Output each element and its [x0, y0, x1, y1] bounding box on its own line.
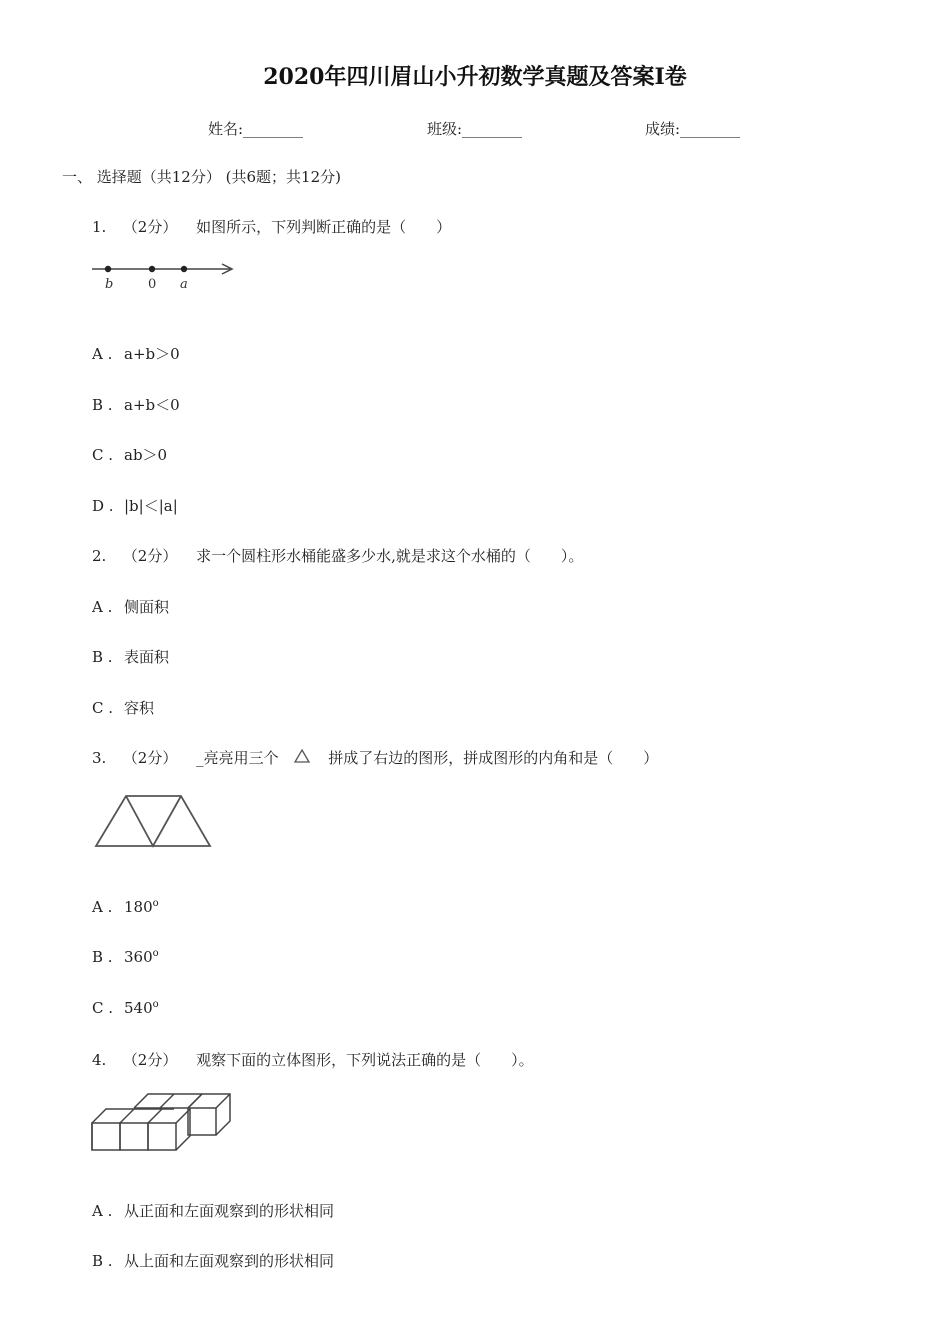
question-text-after: 拼成了右边的图形，拼成图形的内角和是（ ）: [328, 749, 659, 767]
option-a[interactable]: [92, 596, 169, 617]
option-text: 容积: [124, 699, 155, 717]
option-value: 180: [124, 898, 153, 916]
option-letter: C .: [92, 446, 114, 464]
option-value: 360: [124, 948, 153, 966]
name-field: 姓名:________: [208, 120, 304, 138]
option-b[interactable]: [92, 394, 180, 415]
point-a: [181, 266, 187, 272]
option-d[interactable]: [92, 495, 178, 516]
front-cube-1: [92, 1123, 120, 1150]
option-c[interactable]: [92, 999, 159, 1017]
question-4: [92, 1049, 534, 1070]
cube-stack-figure: [90, 1092, 236, 1154]
degree-mark: o: [152, 898, 159, 909]
question-number: 2.: [92, 547, 107, 565]
question-2: [92, 545, 583, 566]
point-zero: [149, 266, 155, 272]
degree-mark: o: [152, 999, 159, 1010]
option-text: a+b＜0: [124, 396, 180, 414]
option-letter: B .: [92, 648, 113, 666]
option-letter: B .: [92, 948, 113, 966]
question-points: （2分）: [122, 749, 178, 767]
option-b[interactable]: [92, 948, 159, 966]
option-letter: C .: [92, 699, 114, 717]
option-b[interactable]: [92, 1250, 334, 1271]
question-text-before: _亮亮用三个: [196, 749, 279, 767]
option-letter: B .: [92, 396, 113, 414]
option-text: 表面积: [124, 648, 170, 666]
question-points: （2分）: [122, 1051, 178, 1069]
question-text: 求一个圆柱形水桶能盛多少水,就是求这个水桶的（ ）。: [196, 547, 584, 565]
label-b: b: [105, 277, 114, 292]
front-cube-3: [148, 1123, 176, 1150]
question-number: 1.: [92, 218, 107, 236]
option-a[interactable]: [92, 343, 180, 364]
option-letter: A .: [92, 1202, 113, 1220]
option-text: ab＞0: [124, 446, 168, 464]
label-a: a: [180, 277, 188, 292]
option-letter: C .: [92, 999, 114, 1017]
question-1: [92, 216, 451, 237]
triangle-dividers: [126, 796, 181, 846]
number-line-figure: [88, 258, 240, 292]
option-value: 540: [124, 999, 153, 1017]
page-title: 2020年四川眉山小升初数学真题及答案I卷: [263, 64, 687, 90]
back-cube: [188, 1108, 216, 1135]
question-text: 如图所示，下列判断正确的是（ ）: [196, 218, 452, 236]
option-letter: D .: [92, 497, 114, 515]
question-points: （2分）: [122, 547, 178, 565]
option-letter: B .: [92, 1252, 113, 1270]
option-c[interactable]: [92, 697, 154, 718]
option-text: 侧面积: [124, 598, 170, 616]
back-row-divider: [160, 1094, 174, 1108]
option-letter: A .: [92, 345, 113, 363]
back-cube-edge: [216, 1094, 230, 1108]
question-points: （2分）: [122, 218, 178, 236]
question-number: 4.: [92, 1051, 107, 1069]
option-text: 从上面和左面观察到的形状相同: [124, 1252, 335, 1270]
trapezoid-outline: [96, 796, 210, 846]
score-field: 成绩:________: [645, 120, 741, 138]
triangle-icon: [293, 748, 311, 764]
question-number: 3.: [92, 749, 107, 767]
question-text: 观察下面的立体图形，下列说法正确的是（ ）。: [196, 1051, 534, 1069]
option-text: |b|＜|a|: [124, 497, 178, 515]
option-text: a+b＞0: [124, 345, 180, 363]
class-field: 班级:________: [427, 120, 523, 138]
option-letter: A .: [92, 898, 113, 916]
degree-mark: o: [152, 948, 159, 959]
option-a[interactable]: [92, 898, 159, 916]
front-cube-2: [120, 1123, 148, 1150]
front-row-divider: [148, 1109, 162, 1123]
option-letter: A .: [92, 598, 113, 616]
front-row-outline: [92, 1109, 174, 1150]
question-3: [92, 747, 658, 768]
option-c[interactable]: [92, 444, 167, 465]
label-zero: 0: [148, 277, 157, 292]
point-b: [105, 266, 111, 272]
option-a[interactable]: [92, 1200, 334, 1221]
option-text: 从正面和左面观察到的形状相同: [124, 1202, 335, 1220]
section-heading: 一、 选择题（共12分） (共6题；共12分): [62, 168, 341, 186]
option-b[interactable]: [92, 646, 169, 667]
trapezoid-triangles-figure: [92, 793, 214, 851]
back-row-divider: [188, 1094, 202, 1108]
front-row-divider: [120, 1109, 134, 1123]
